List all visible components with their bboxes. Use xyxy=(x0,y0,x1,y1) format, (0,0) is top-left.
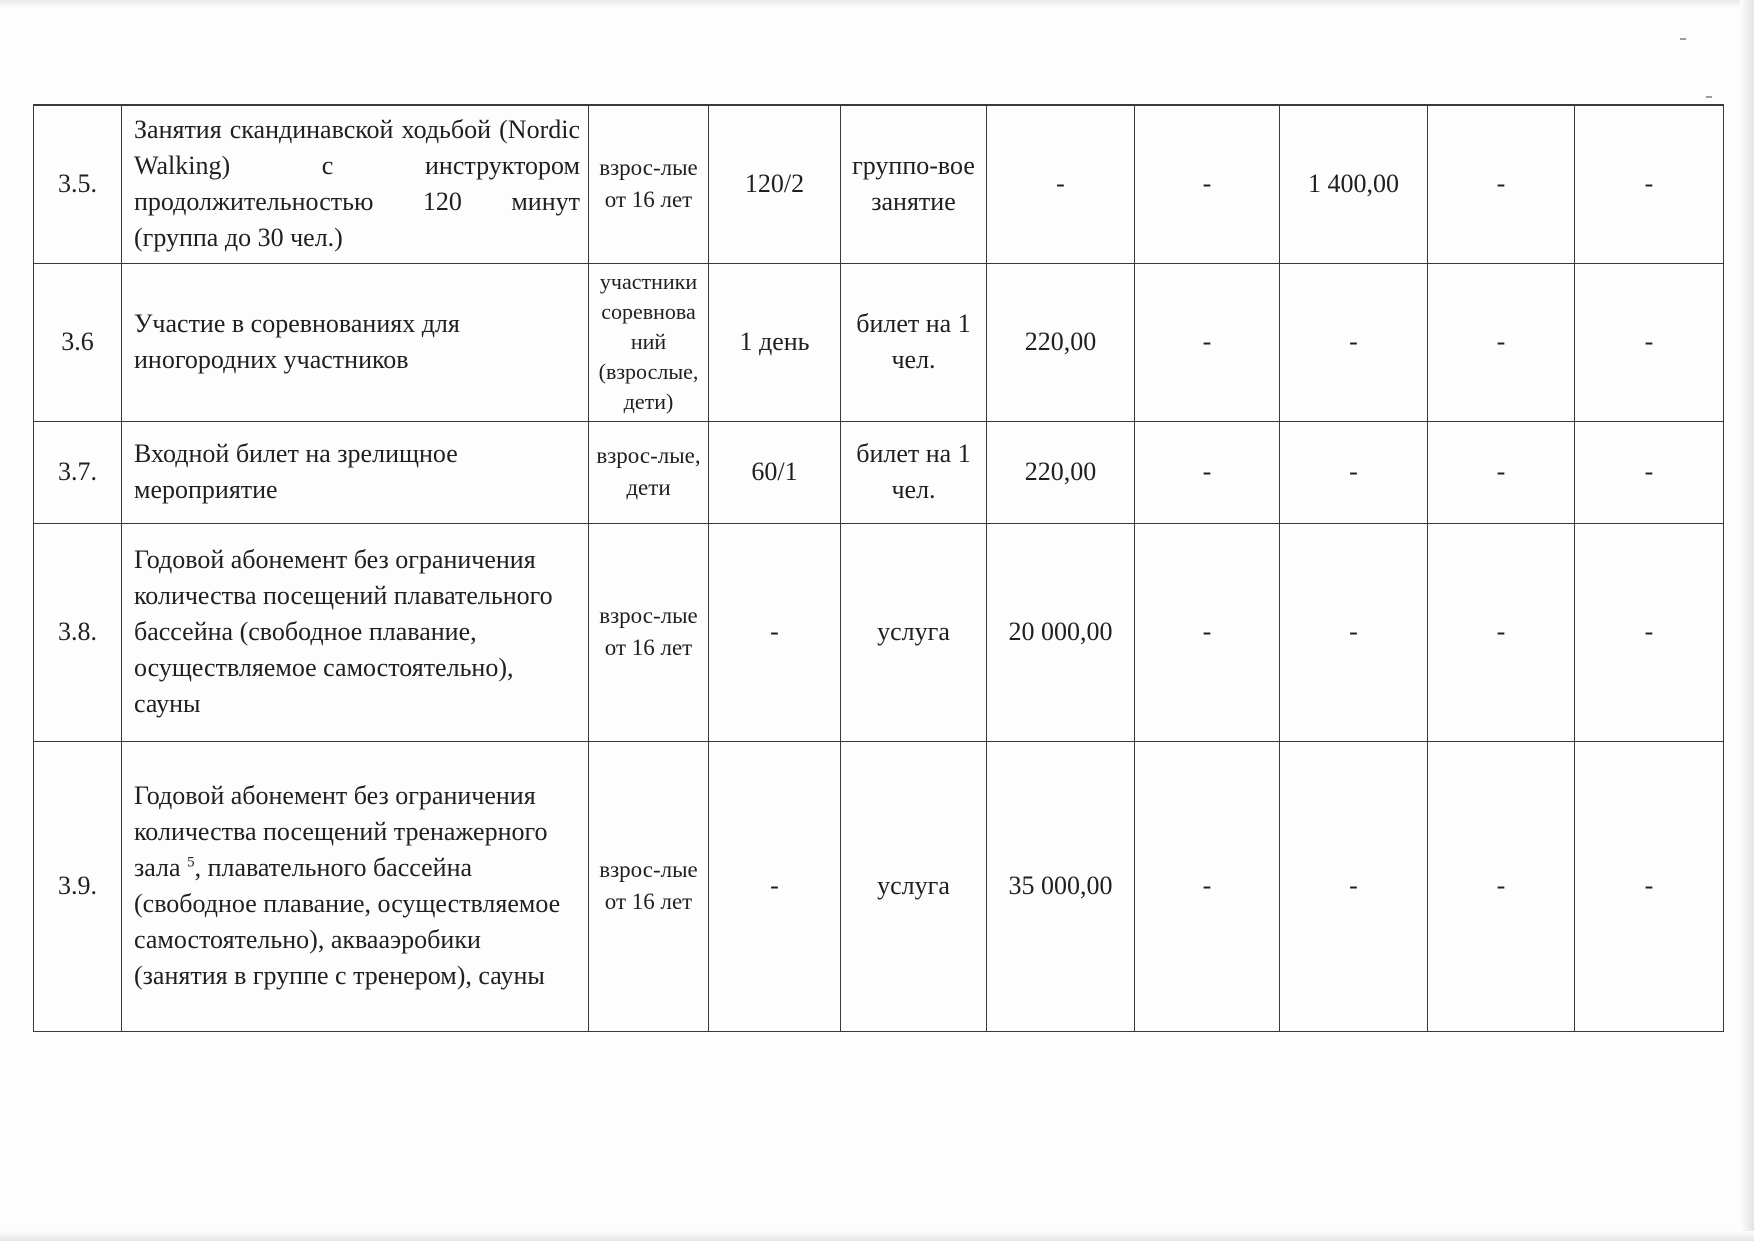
price-cell: - xyxy=(1428,523,1575,741)
footnote-marker: 5 xyxy=(187,854,195,871)
service-name-part: , плавательного бассейна (свободное плавание, осуществляемое самостоятельно), аквааэробики (занятия в группе с тренером), сауны xyxy=(134,853,561,990)
price-cell: 35 000,00 xyxy=(987,741,1135,1031)
visitor-category: взрос-лые от 16 лет xyxy=(589,105,709,263)
visitor-category: взрос-лые от 16 лет xyxy=(589,523,709,741)
row-number: 3.5. xyxy=(34,105,122,263)
price-cell: - xyxy=(1428,741,1575,1031)
price-cell: - xyxy=(1135,741,1280,1031)
service-name-part: Годовой абонемент без ограничения количества посещений тренажерного зала xyxy=(134,781,548,882)
scan-edge-bottom xyxy=(0,1231,1754,1241)
table-row xyxy=(34,523,1724,741)
duration: 120/2 xyxy=(709,105,841,263)
service-name xyxy=(122,741,589,1031)
service-name: Занятия скандинавской ходьбой (Nordic Walking) с инструктором продолжительностью 120 минут (группа до 30 чел.) xyxy=(122,105,589,263)
price-cell: - xyxy=(1428,421,1575,523)
price-cell: - xyxy=(1280,741,1428,1031)
unit-of-service: группо-вое занятие xyxy=(841,105,987,263)
row-number: 3.8. xyxy=(34,523,122,741)
price-cell: 20 000,00 xyxy=(987,523,1135,741)
unit-of-service: услуга xyxy=(841,741,987,1031)
price-cell: - xyxy=(1428,105,1575,263)
scan-speck xyxy=(1680,38,1686,40)
service-name: Входной билет на зрелищное мероприятие xyxy=(122,421,589,523)
price-cell: - xyxy=(1280,523,1428,741)
service-name: Участие в соревнованиях для иногородних участников xyxy=(122,263,589,421)
row-number: 3.9. xyxy=(34,741,122,1031)
duration: 60/1 xyxy=(709,421,841,523)
visitor-category: взрос-лые, дети xyxy=(589,421,709,523)
scan-edge-top xyxy=(0,0,1754,8)
tariff-table xyxy=(33,104,1724,1032)
price-cell: - xyxy=(1575,741,1724,1031)
service-name: Годовой абонемент без ограничения количества посещений плавательного бассейна (свободное плавание, осуществляемое самостоятельно), сауны xyxy=(122,523,589,741)
table-row xyxy=(34,741,1724,1031)
price-cell: 1 400,00 xyxy=(1280,105,1428,263)
table-row xyxy=(34,105,1724,263)
price-cell: 220,00 xyxy=(987,421,1135,523)
price-cell: - xyxy=(1280,263,1428,421)
price-cell: - xyxy=(1135,105,1280,263)
duration: 1 день xyxy=(709,263,841,421)
duration: - xyxy=(709,741,841,1031)
unit-of-service: услуга xyxy=(841,523,987,741)
price-cell: - xyxy=(1575,105,1724,263)
row-number: 3.7. xyxy=(34,421,122,523)
price-cell: - xyxy=(1428,263,1575,421)
price-cell: - xyxy=(1575,523,1724,741)
price-cell: - xyxy=(987,105,1135,263)
visitor-category: участники соревнова ний (взрослые, дети) xyxy=(589,263,709,421)
price-cell: - xyxy=(1575,421,1724,523)
price-cell: - xyxy=(1575,263,1724,421)
table-row xyxy=(34,263,1724,421)
price-cell: - xyxy=(1135,263,1280,421)
scan-edge-right xyxy=(1740,0,1754,1241)
unit-of-service: билет на 1 чел. xyxy=(841,421,987,523)
price-cell: - xyxy=(1135,421,1280,523)
price-cell: - xyxy=(1280,421,1428,523)
price-cell: - xyxy=(1135,523,1280,741)
unit-of-service: билет на 1 чел. xyxy=(841,263,987,421)
price-cell: 220,00 xyxy=(987,263,1135,421)
row-number: 3.6 xyxy=(34,263,122,421)
table-row xyxy=(34,421,1724,523)
scan-speck xyxy=(1706,96,1712,98)
duration: - xyxy=(709,523,841,741)
visitor-category: взрос-лые от 16 лет xyxy=(589,741,709,1031)
